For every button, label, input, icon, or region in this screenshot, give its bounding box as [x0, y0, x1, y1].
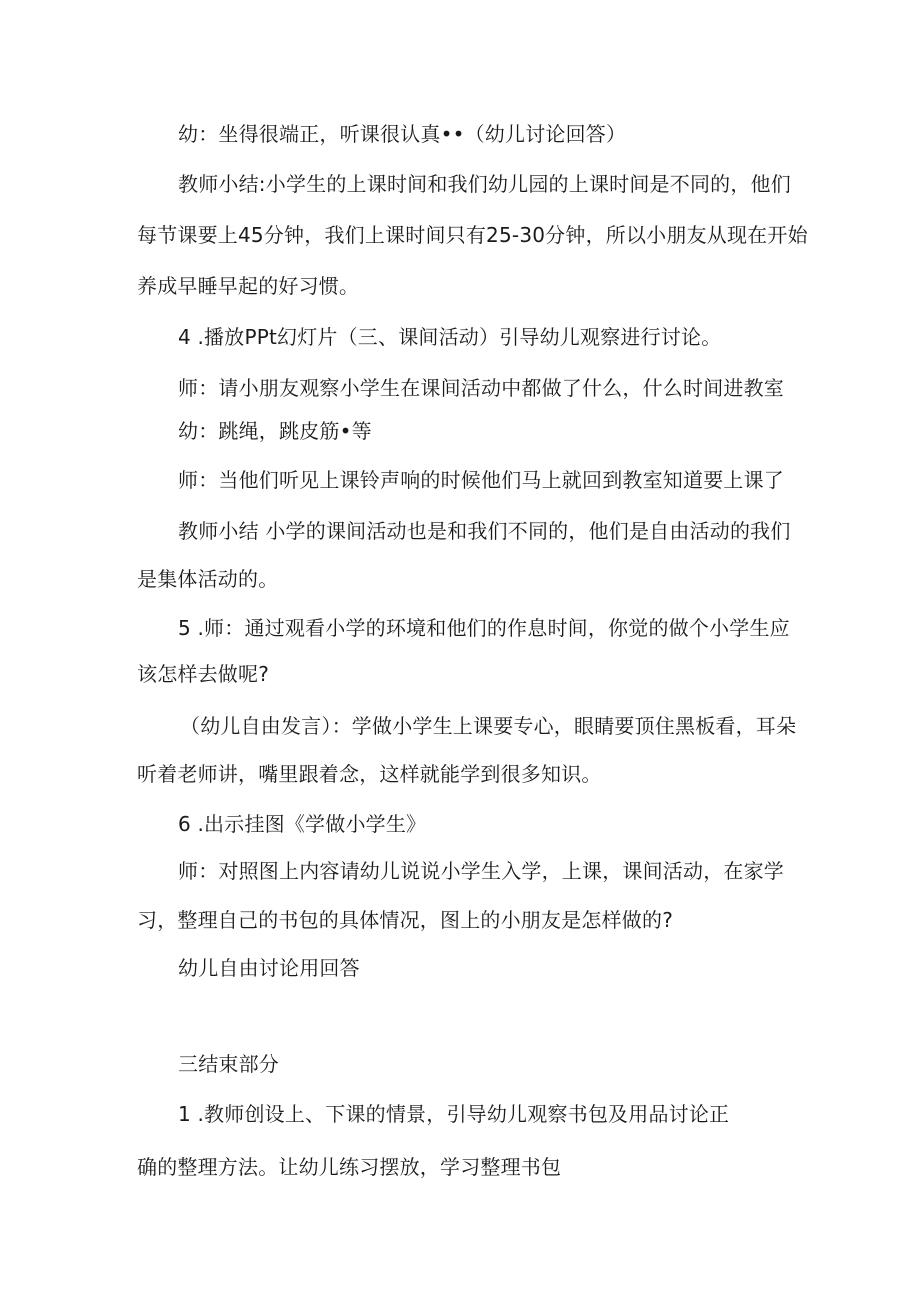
text-line: 5 .师：通过观看小学的环境和他们的作息时间，你觉的做个小学生应 [178, 616, 790, 640]
text-line: 教师小结 小学的课间活动也是和我们不同的，他们是自由活动的我们 [178, 519, 791, 543]
text-line: 每节课要上45分钟，我们上课时间只有25-30分钟，所以小朋友从现在开始 [137, 223, 808, 247]
text-line: 养成早睡早起的好习惯。 [137, 274, 360, 298]
text-line: 师：当他们听见上课铃声响的时候他们马上就回到教室知道要上课了 [178, 468, 784, 492]
text-line: 1 .教师创设上、下课的情景，引导幼儿观察书包及用品讨论正 [178, 1102, 730, 1126]
text-line: 确的整理方法。让幼儿练习摆放，学习整理书包 [137, 1155, 562, 1179]
text-line: 6 .出示挂图《学做小学生》 [178, 812, 427, 836]
text-line: 幼：坐得很端正，听课很认真••（幼儿讨论回答） [178, 122, 627, 146]
text-line: 师：对照图上内容请幼儿说说小学生入学，上课，课间活动，在家学 [178, 859, 784, 883]
text-line: 4 .播放PPt幻灯片（三、课间活动）引导幼儿观察进行讨论。 [178, 325, 722, 349]
text-line: 习，整理自己的书包的具体情况，图上的小朋友是怎样做的? [137, 908, 674, 932]
text-line: 该怎样去做呢? [137, 662, 270, 686]
text-line: 幼儿自由讨论用回答 [178, 956, 360, 980]
text-line: （幼儿自由发言）：学做小学生上课要专心，眼睛要顶住黑板看，耳朵 [180, 714, 797, 738]
text-line: 幼：跳绳，跳皮筋•等 [178, 419, 372, 443]
section-heading: 三结束部分 [178, 1052, 279, 1076]
text-line: 听着老师讲，嘴里跟着念，这样就能学到很多知识。 [137, 762, 602, 786]
text-line: 是集体活动的。 [137, 567, 279, 591]
text-line: 教师小结:小学生的上课时间和我们幼儿园的上课时间是不同的，他们 [178, 172, 791, 196]
text-line: 师：请小朋友观察小学生在课间活动中都做了什么，什么时间进教室 [178, 376, 784, 400]
